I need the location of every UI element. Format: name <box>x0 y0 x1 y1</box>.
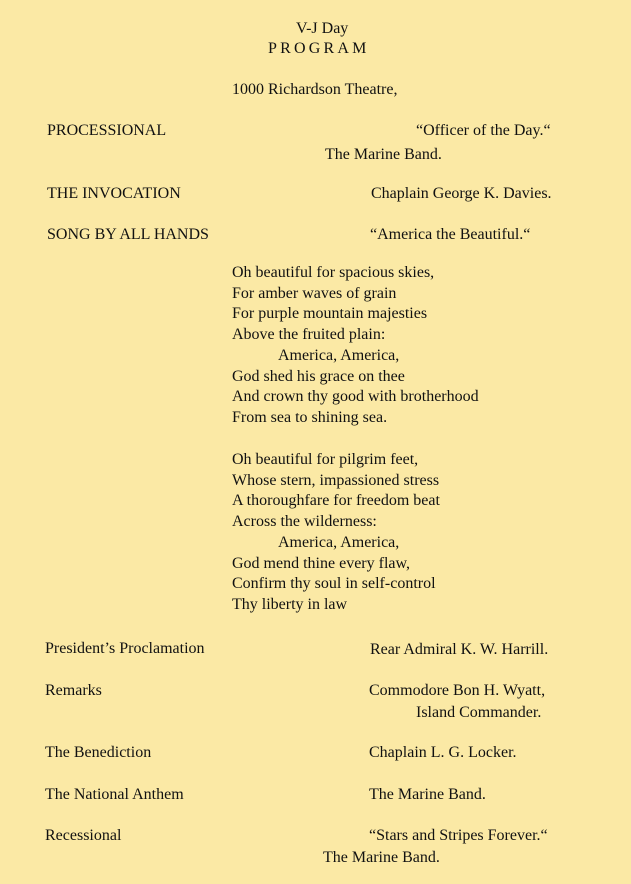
item-detail-invocation: Chaplain George K. Davies. <box>371 185 552 202</box>
verse-line: A thoroughfare for freedom beat <box>232 492 440 510</box>
song-verse-2 <box>232 450 440 616</box>
item-label-remarks: Remarks <box>45 682 102 699</box>
program-heading: PROGRAM <box>268 40 370 57</box>
item-label-anthem: The National Anthem <box>45 786 184 803</box>
verse-line: Confirm thy soul in self-control <box>232 575 436 593</box>
verse-line: For purple mountain majesties <box>232 305 428 323</box>
item-label-processional: PROCESSIONAL <box>47 122 167 139</box>
verse-line: From sea to shining sea. <box>232 408 388 426</box>
item-detail-recessional: “Stars and Stripes Forever.“ <box>369 827 548 844</box>
item-detail-remarks: Commodore Bon H. Wyatt, <box>369 682 546 699</box>
item-label-recessional: Recessional <box>45 827 122 844</box>
item-label-proclamation: President’s Proclamation <box>45 640 205 657</box>
verse-line: God shed his grace on thee <box>232 367 405 385</box>
verse-line: Whose stern, impassioned stress <box>232 471 440 489</box>
item-detail-proclamation: Rear Admiral K. W. Harrill. <box>370 641 549 658</box>
song-verse-1 <box>232 263 479 429</box>
item-label-benediction: The Benediction <box>45 744 152 761</box>
item-detail-song: “America the Beautiful.“ <box>370 226 531 243</box>
verse-refrain: America, America, <box>278 346 400 364</box>
item-detail2-remarks: Island Commander. <box>416 704 542 721</box>
item-detail-processional: “Officer of the Day.“ <box>416 122 551 139</box>
item-label-song: SONG BY ALL HANDS <box>47 226 209 243</box>
program-title: V-J Day <box>296 20 349 37</box>
location: 1000 Richardson Theatre, <box>232 81 398 98</box>
item-detail2-recessional: The Marine Band. <box>323 849 440 866</box>
verse-line: Oh beautiful for spacious skies, <box>232 264 435 281</box>
verse-refrain: America, America, <box>278 533 400 551</box>
verse-line: And crown thy good with brotherhood <box>232 388 479 406</box>
item-detail-anthem: The Marine Band. <box>369 786 486 803</box>
verse-line: For amber waves of grain <box>232 284 397 302</box>
item-label-invocation: THE INVOCATION <box>47 185 181 202</box>
verse-line: Above the fruited plain: <box>232 326 386 344</box>
verse-line: Across the wilderness: <box>232 513 377 531</box>
verse-line: Oh beautiful for pilgrim feet, <box>232 451 419 468</box>
item-detail2-processional: The Marine Band. <box>325 146 442 163</box>
verse-line: Thy liberty in law <box>232 595 348 613</box>
item-detail-benediction: Chaplain L. G. Locker. <box>369 744 517 761</box>
verse-line: God mend thine every flaw, <box>232 554 411 572</box>
